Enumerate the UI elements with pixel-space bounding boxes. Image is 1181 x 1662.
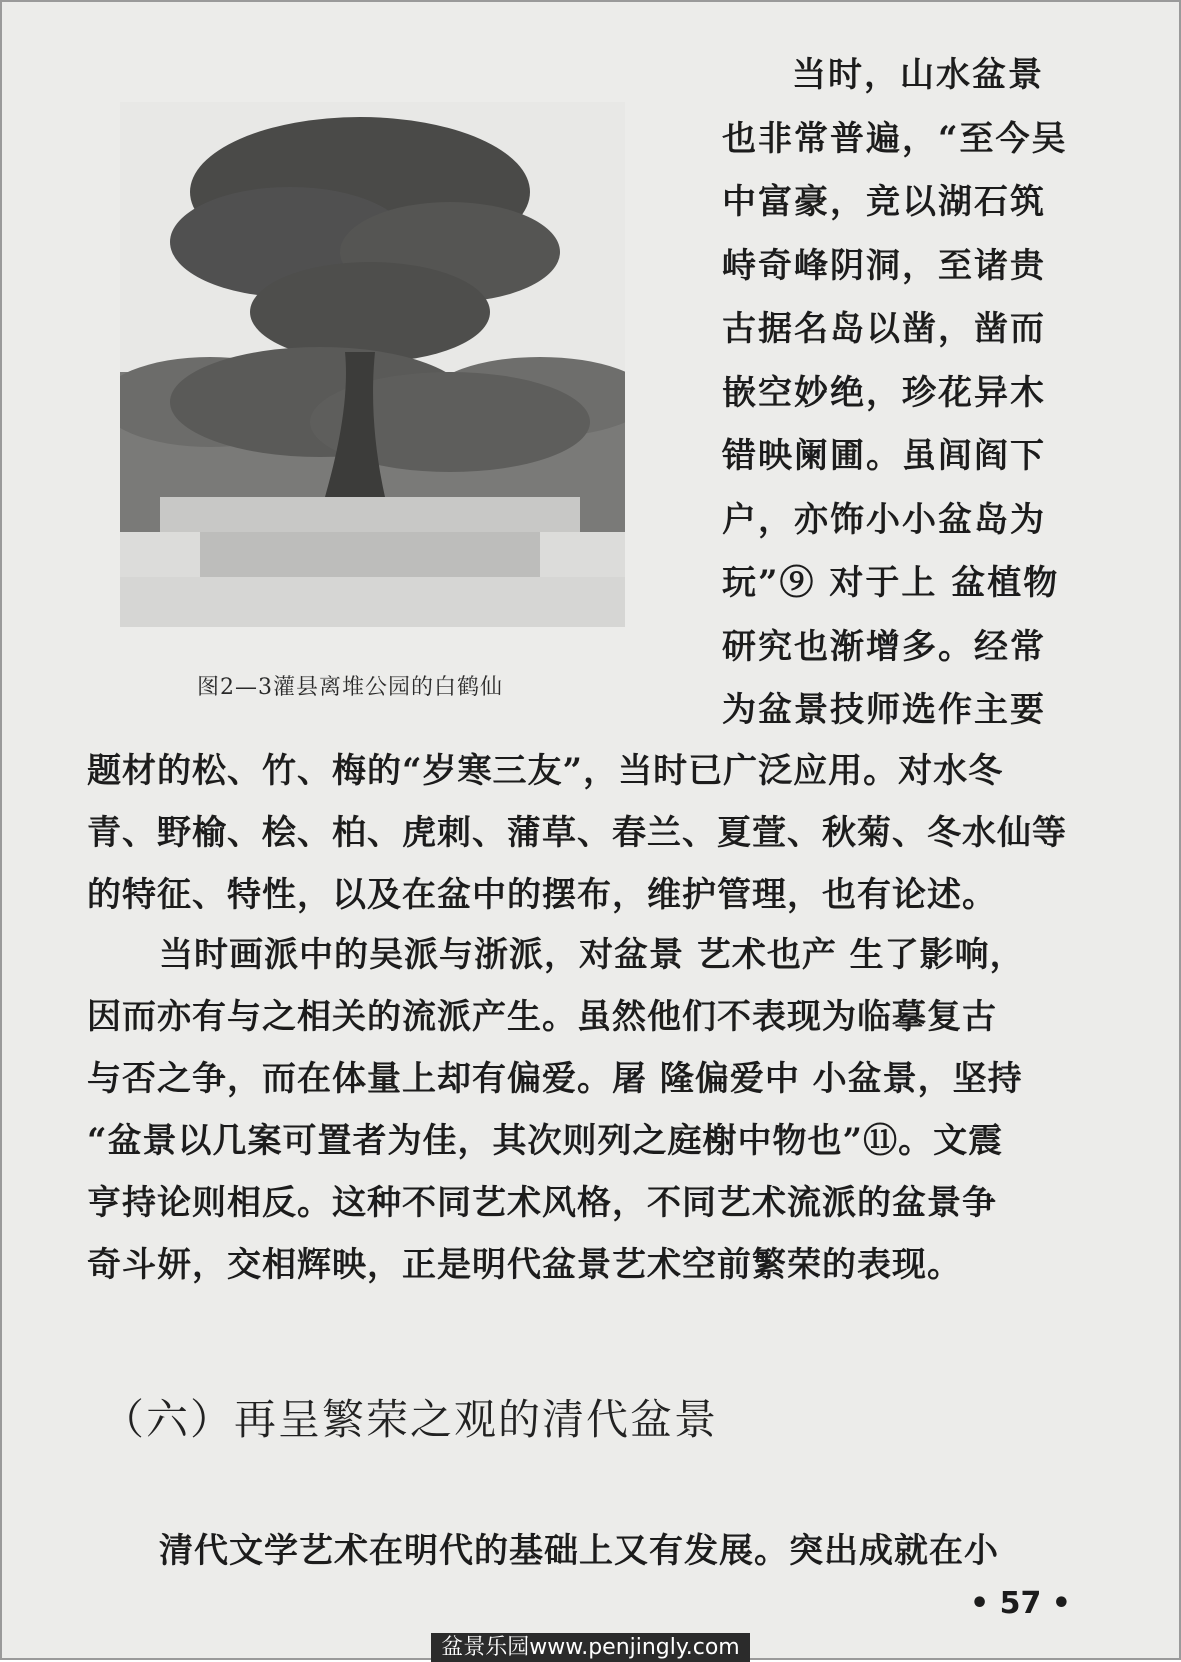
text-line: 因而亦有与之相关的流派产生。虽然他们不表现为临摹复古 <box>87 997 997 1037</box>
text-line: 清代文学艺术在明代的基础上又有发展。突出成就在小 <box>159 1531 999 1571</box>
watermark-bar <box>2 1630 1179 1661</box>
paragraph-qing <box>87 1520 1097 1582</box>
paragraph-plants <box>87 740 1097 926</box>
text-line: 中富豪，竞以湖石筑 <box>722 182 1046 222</box>
right-column-text <box>722 44 1082 743</box>
text-line: 研究也渐增多。经常 <box>722 626 1046 667</box>
text-line: 嵌空妙绝，珍花异木 <box>722 372 1046 413</box>
text-line: 题材的松、竹、梅的“岁寒三友”，当时已广泛应用。对水冬 <box>87 751 1004 791</box>
bonsai-tree-image <box>120 102 625 627</box>
text-line: “盆景以几案可置者为佳，其次则列之庭榭中物也”⑪。文震 <box>87 1121 1004 1161</box>
text-line: 当时画派中的吴派与浙派，对盆景 艺术也产 生了影响， <box>159 935 1025 975</box>
bonsai-photo <box>120 102 625 627</box>
text-line: 户，亦饰小小盆岛为 <box>722 499 1046 540</box>
page-number: • 57 • <box>970 1586 1071 1621</box>
text-line: 错映阑圃。虽闾阎下 <box>722 436 1046 476</box>
text-line: 与否之争，而在体量上却有偏爱。屠 隆偏爱中 小盆景，坚持 <box>87 1059 1023 1099</box>
text-line: 亨持论则相反。这种不同艺术风格，不同艺术流派的盆景争 <box>87 1183 997 1223</box>
text-line: 也非常普遍，“至今吴 <box>722 118 1068 159</box>
text-line: 青、野榆、桧、柏、虎刺、蒲草、春兰、夏萱、秋菊、冬水仙等 <box>87 813 1067 853</box>
text-line: 的特征、特性，以及在盆中的摆布，维护管理，也有论述。 <box>87 875 997 915</box>
text-line: 古据名岛以凿，凿而 <box>722 309 1046 349</box>
text-line: 峙奇峰阴洞，至诸贵 <box>722 245 1046 286</box>
text-line: 奇斗妍，交相辉映，正是明代盆景艺术空前繁荣的表现。 <box>87 1245 962 1285</box>
paragraph-schools <box>87 924 1097 1296</box>
figure-caption: 图2—3灌县离堆公园的白鹤仙 <box>197 675 503 700</box>
text-line: 玩”⑨ 对于上 盆植物 <box>722 563 1060 603</box>
section-heading: （六）再呈繁荣之观的清代盆景 <box>102 1395 719 1444</box>
watermark-text: 盆景乐园www.penjingly.com <box>431 1633 750 1662</box>
text-line: 为盆景技师选作主要 <box>722 690 1046 730</box>
text-line: 当时，山水盆景 <box>792 55 1044 95</box>
